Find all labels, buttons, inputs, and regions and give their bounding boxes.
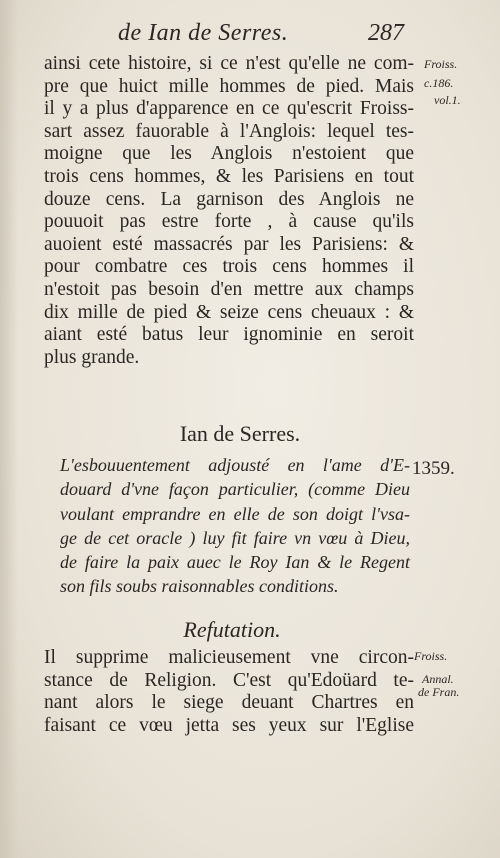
text-line: pouuoit pas estre forte , à cause qu'ils	[44, 211, 414, 233]
page-number: 287	[368, 20, 404, 46]
section-heading-refutation: Refutation.	[183, 617, 281, 642]
margin-note-line: Froiss.	[424, 57, 458, 71]
margin-note-1	[424, 58, 461, 107]
text-line: plus grande.	[44, 346, 140, 368]
text-line: trois cens hommes, & les Parisiens en tout	[44, 165, 414, 187]
margin-note-line: Froiss.	[414, 649, 448, 663]
section-heading-ian-de-serres: Ian de Serres.	[179, 421, 301, 446]
text-line: il y a plus d'apparence en ce qu'escrit Froiss-	[44, 98, 414, 120]
paragraph-1	[44, 53, 414, 369]
margin-note-line: Annal.	[422, 672, 454, 686]
italic-line: ge de cet oracle ) luy fit faire vn vœu à Dieu,	[60, 527, 410, 548]
italic-line: douard d'vne façon particulier, (comme Dieu	[60, 479, 410, 500]
year-margin-note: 1359.	[412, 458, 455, 479]
text-line: stance de Religion. C'est qu'Edoüard te-	[44, 669, 414, 691]
text-line: Il supprime malicieusement vne circon-	[44, 647, 414, 668]
margin-note-line: vol.1.	[434, 93, 461, 107]
text-line: pour combatre ces trois cens hommes il	[44, 256, 414, 278]
italic-line: L'esbouuentement adjousté en l'ame d'E-	[60, 455, 410, 475]
italic-quote-paragraph	[60, 453, 410, 599]
text-line: faisant ce vœu jetta ses yeux sur l'Eglise	[44, 714, 414, 736]
text-line: douze cens. La garnison des Anglois ne	[44, 188, 414, 210]
text-line: pre que huict mille hommes de pied. Mais	[44, 75, 414, 97]
italic-line: voulant emprandre en elle de son doigt l'vsa-	[60, 503, 410, 524]
text-line: n'estoit pas besoin d'en mettre aux champs	[44, 278, 414, 300]
text-line: nant alors le siege deuant Chartres en	[44, 692, 414, 714]
text-line: sart assez fauorable à l'Anglois: lequel tes-	[44, 120, 414, 142]
page-header	[118, 20, 418, 50]
margin-note-line: de Fran.	[418, 685, 460, 699]
text-line: moigne que les Anglois n'estoient que	[44, 143, 414, 165]
text-line: auoient esté massacrés par les Parisiens: &	[44, 233, 414, 255]
margin-note-2	[414, 650, 459, 699]
running-title: de Ian de Serres.	[118, 20, 289, 46]
italic-line: son fils soubs raisonnables conditions.	[60, 576, 339, 597]
text-line: aiant esté batus leur ignominie en seroit	[44, 324, 414, 346]
margin-note-line: c.186.	[424, 76, 454, 90]
text-line: ainsi cete histoire, si ce n'est qu'elle ne com-	[44, 53, 414, 74]
page-gutter	[0, 0, 18, 858]
text-line: dix mille de pied & seize cens cheuaux : &	[44, 301, 414, 323]
paragraph-2	[44, 647, 414, 737]
italic-line: de faire la paix auec le Roy Ian & le Regent	[60, 552, 410, 573]
